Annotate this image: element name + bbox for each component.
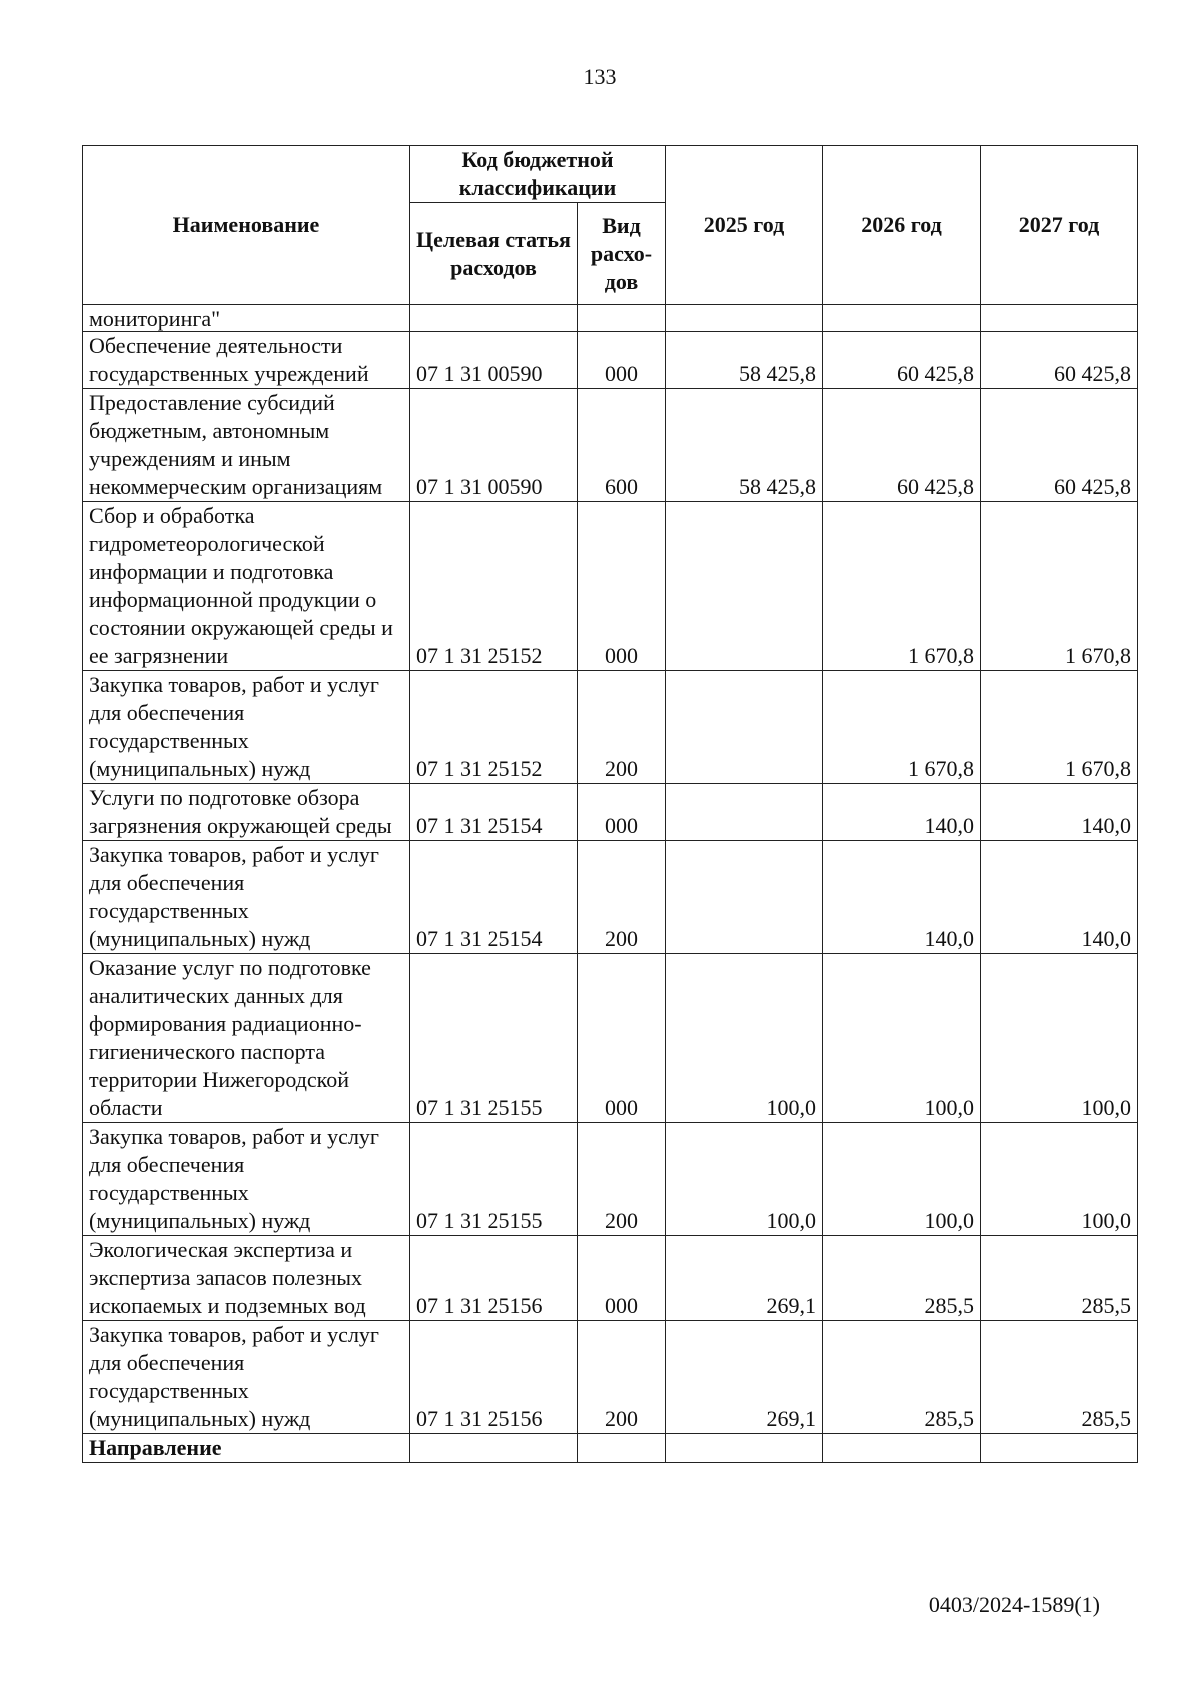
row-2026-value-cell: 1 670,8 xyxy=(823,502,981,671)
row-name-cell: мониторинга" xyxy=(83,305,410,332)
row-2027-value-cell: 100,0 xyxy=(981,954,1138,1123)
row-2025-value-cell xyxy=(666,502,823,671)
row-expense-type-cell xyxy=(578,305,666,332)
row-2026-value-cell: 140,0 xyxy=(823,841,981,954)
row-2027-value-cell xyxy=(981,1434,1138,1463)
row-name-cell: Услуги по подготовке обзора загрязнения окружающей среды xyxy=(83,784,410,841)
row-target-item-cell xyxy=(410,305,578,332)
row-2026-value-cell xyxy=(823,1434,981,1463)
row-2027-value-cell: 140,0 xyxy=(981,841,1138,954)
table-row xyxy=(83,1236,1138,1321)
document-code: 0403/2024-1589(1) xyxy=(928,1592,1100,1617)
row-name-cell: Закупка товаров, работ и услуг для обеспечения государственных (муниципальных) нужд xyxy=(83,671,410,784)
row-expense-type-cell: 000 xyxy=(578,502,666,671)
row-name-cell: Оказание услуг по подготовке аналитических данных для формирования радиационно-гигиенического паспорта территории Нижегородской области xyxy=(83,954,410,1123)
row-target-item-cell: 07 1 31 25154 xyxy=(410,784,578,841)
page-number: 133 xyxy=(583,64,617,89)
header-2026: 2026 год xyxy=(823,146,981,305)
table-row xyxy=(83,954,1138,1123)
row-2027-value-cell: 285,5 xyxy=(981,1236,1138,1321)
table-row xyxy=(83,502,1138,671)
row-expense-type-cell: 200 xyxy=(578,1321,666,1434)
row-expense-type-cell: 000 xyxy=(578,332,666,389)
row-target-item-cell: 07 1 31 00590 xyxy=(410,389,578,502)
row-name-cell: Сбор и обработка гидрометеорологической информации и подготовка информационной продукции о состоянии окружающей среды и ее загрязнении xyxy=(83,502,410,671)
row-2026-value-cell: 285,5 xyxy=(823,1321,981,1434)
row-target-item-cell: 07 1 31 25155 xyxy=(410,1123,578,1236)
row-target-item-cell: 07 1 31 25152 xyxy=(410,502,578,671)
row-target-item-cell: 07 1 31 00590 xyxy=(410,332,578,389)
row-name-cell: Закупка товаров, работ и услуг для обеспечения государственных (муниципальных) нужд xyxy=(83,1321,410,1434)
table-row xyxy=(83,1321,1138,1434)
budget-table xyxy=(82,145,1138,1463)
table-row xyxy=(83,389,1138,502)
row-name-cell: Обеспечение деятельности государственных учреждений xyxy=(83,332,410,389)
row-expense-type-cell: 000 xyxy=(578,954,666,1123)
row-2027-value-cell: 60 425,8 xyxy=(981,332,1138,389)
row-2026-value-cell: 100,0 xyxy=(823,1123,981,1236)
row-target-item-cell: 07 1 31 25155 xyxy=(410,954,578,1123)
row-2027-value-cell: 285,5 xyxy=(981,1321,1138,1434)
table-header xyxy=(83,146,1138,305)
table-row xyxy=(83,671,1138,784)
row-2026-value-cell: 285,5 xyxy=(823,1236,981,1321)
row-2026-value-cell: 60 425,8 xyxy=(823,332,981,389)
table-row xyxy=(83,784,1138,841)
row-2025-value-cell: 58 425,8 xyxy=(666,332,823,389)
row-target-item-cell: 07 1 31 25152 xyxy=(410,671,578,784)
row-2025-value-cell: 269,1 xyxy=(666,1321,823,1434)
row-name-cell: Закупка товаров, работ и услуг для обеспечения государственных (муниципальных) нужд xyxy=(83,1123,410,1236)
row-2025-value-cell xyxy=(666,305,823,332)
table-row xyxy=(83,841,1138,954)
row-name-cell: Предоставление субсидий бюджетным, автономным учреждениям и иным некоммерческим организациям xyxy=(83,389,410,502)
row-name-cell: Закупка товаров, работ и услуг для обеспечения государственных (муниципальных) нужд xyxy=(83,841,410,954)
row-2027-value-cell xyxy=(981,305,1138,332)
row-2025-value-cell xyxy=(666,1434,823,1463)
row-2025-value-cell: 58 425,8 xyxy=(666,389,823,502)
row-target-item-cell: 07 1 31 25154 xyxy=(410,841,578,954)
header-expense-type: Вид расхо-дов xyxy=(578,203,666,305)
row-2025-value-cell xyxy=(666,784,823,841)
header-2027: 2027 год xyxy=(981,146,1138,305)
row-2027-value-cell: 60 425,8 xyxy=(981,389,1138,502)
table-row xyxy=(83,332,1138,389)
table-body xyxy=(83,305,1138,1463)
row-target-item-cell xyxy=(410,1434,578,1463)
row-name-cell: Направление xyxy=(83,1434,410,1463)
row-2026-value-cell xyxy=(823,305,981,332)
header-name: Наименование xyxy=(83,146,410,305)
row-2025-value-cell xyxy=(666,841,823,954)
row-2027-value-cell: 1 670,8 xyxy=(981,502,1138,671)
row-2026-value-cell: 140,0 xyxy=(823,784,981,841)
row-expense-type-cell: 000 xyxy=(578,784,666,841)
row-2026-value-cell: 60 425,8 xyxy=(823,389,981,502)
row-2026-value-cell: 100,0 xyxy=(823,954,981,1123)
row-target-item-cell: 07 1 31 25156 xyxy=(410,1321,578,1434)
row-2025-value-cell xyxy=(666,671,823,784)
row-2025-value-cell: 100,0 xyxy=(666,1123,823,1236)
row-name-cell: Экологическая экспертиза и экспертиза запасов полезных ископаемых и подземных вод xyxy=(83,1236,410,1321)
row-2027-value-cell: 140,0 xyxy=(981,784,1138,841)
row-expense-type-cell: 000 xyxy=(578,1236,666,1321)
row-2026-value-cell: 1 670,8 xyxy=(823,671,981,784)
table-row xyxy=(83,305,1138,332)
header-2025: 2025 год xyxy=(666,146,823,305)
row-expense-type-cell: 600 xyxy=(578,389,666,502)
header-code-group: Код бюджетной классификации xyxy=(410,146,666,203)
row-expense-type-cell: 200 xyxy=(578,1123,666,1236)
row-2025-value-cell: 269,1 xyxy=(666,1236,823,1321)
row-2027-value-cell: 1 670,8 xyxy=(981,671,1138,784)
row-2025-value-cell: 100,0 xyxy=(666,954,823,1123)
row-expense-type-cell: 200 xyxy=(578,841,666,954)
table-row xyxy=(83,1123,1138,1236)
table-row xyxy=(83,1434,1138,1463)
row-expense-type-cell xyxy=(578,1434,666,1463)
row-expense-type-cell: 200 xyxy=(578,671,666,784)
header-target-item: Целевая статья расходов xyxy=(410,203,578,305)
row-2027-value-cell: 100,0 xyxy=(981,1123,1138,1236)
row-target-item-cell: 07 1 31 25156 xyxy=(410,1236,578,1321)
